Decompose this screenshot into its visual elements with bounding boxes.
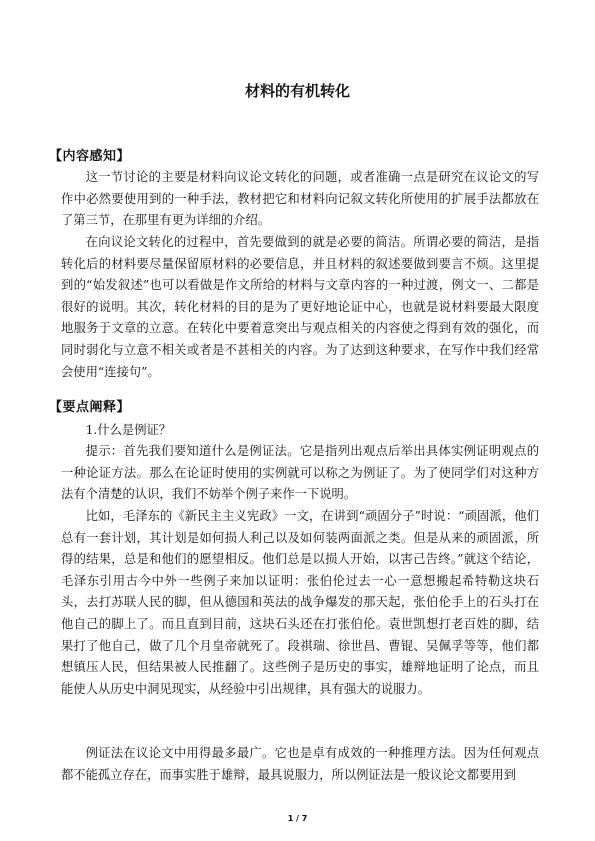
paragraph: 比如，毛泽东的《新民主主义宪政》一文，在讲到“顽固分子”时说：“顽固派，他们总有一套计划，其计划是如何损人利己以及如何装两面派之类。但是从来的顽固派，所得的结果，总是和他们的愿望相反。他们总是以损人开始，以害己告终。”就这个结论，毛泽东引用古今中外一些例子来加以证明：张伯伦过去一心一意想搬起希特勒这块石头，去打苏联人民的脚，但从德国和英法的战争爆发的那天起，张伯伦手上的石头打在他自己的脚上了。而且直到目前，这块石头还在打张伯伦。袁世凯想打老百姓的脚，结果打了他自己，做了几个月皇帝就死了。段祺瑞、徐世昌、曹锟、吴佩孚等等，他们都想镇压人民，但结果被人民推翻了。这些例子是历史的事实，雄辩地证明了论点，而且能使人从历史中洞见现实，从经验中引出规律，具有强大的说服力。 <box>61 509 539 696</box>
section-heading-key-points: 【要点阐释】 <box>49 400 131 415</box>
paragraph: 这一节讨论的主要是材料向议论文转化的问题，或者准确一点是研究在议论文的写作中必然要使用到的一种手法，教材把它和材料向记叙文转化所使用的扩展手法都放在了第三节，在那里有更为详细的介绍。 <box>61 170 539 228</box>
paragraph: 例证法在议论文中用得最多最广。它也是卓有成效的一种推理方法。因为任何观点都不能孤立存在，而事实胜于雄辩，最具说服力，所以例证法是一般议论文都要用到 <box>61 746 539 782</box>
paragraph: 在向议论文转化的过程中，首先要做到的就是必要的简洁。所谓必要的简洁，是指转化后的材料要尽量保留原材料的必要信息，并且材料的叙述要做到要言不烦。这里提到的“始发叙述”也可以看做是作文所给的材料与文章内容的一种过渡，例文一、二都是很好的说明。其次，转化材料的目的是为了更好地论证中心，也就是说材料要最大限度地服务于文章的立意。在转化中要着意突出与观点相关的内容使之得到有效的强化，而同时弱化与立意不相关或者是不甚相关的内容。为了达到这种要求，在写作中我们经常会使用“连接句”。 <box>61 235 539 379</box>
page-number: 1 / 7 <box>287 814 308 823</box>
document-title: 材料的有机转化 <box>244 82 350 100</box>
paragraph: 提示：首先我们要知道什么是例证法。它是指列出观点后举出具体实例证明观点的一种论证方法。那么在论证时使用的实例就可以称之为例证了。为了使同学们对这种方法有个清楚的认识，我们不妨举个例子来作一下说明。 <box>61 444 539 502</box>
section-heading-content-perception: 【内容感知】 <box>49 149 131 164</box>
paragraph: 1.什么是例证？ <box>85 423 172 437</box>
